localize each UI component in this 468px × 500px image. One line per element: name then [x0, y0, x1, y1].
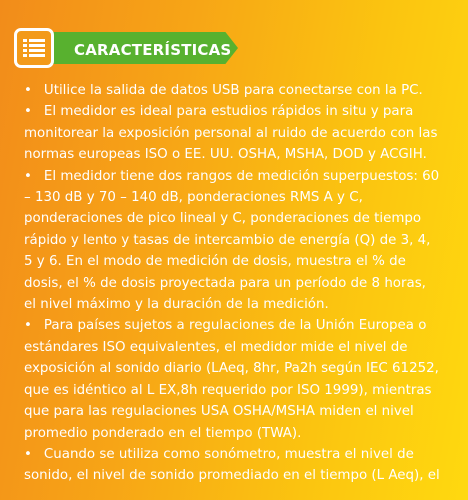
list-item-text: Utilice la salida de datos USB para conectarse con la PC. [43, 83, 423, 98]
list-item [24, 166, 440, 316]
bullet-symbol: • [24, 446, 32, 462]
bullet-symbol: • [24, 83, 32, 98]
list-item [24, 444, 440, 487]
bullet-symbol: • [24, 104, 32, 120]
list-item [24, 101, 440, 165]
list-icon [14, 28, 54, 68]
list-item [24, 315, 440, 443]
section-header [0, 28, 468, 68]
list-item-text: Cuando se utiliza como sonómetro, muestra el nivel de sonido, el nivel de sonido promediado en el tiempo (L Aeq), el [24, 446, 440, 484]
section-title: CARACTERÍSTICAS [74, 41, 232, 59]
bullet-symbol: • [24, 318, 32, 334]
bullet-symbol: • [24, 168, 32, 184]
list-item [24, 80, 440, 101]
features-list [24, 80, 440, 487]
list-item-text: El medidor es ideal para estudios rápidos in situ y para monitorear la exposición personal al ruido de acuerdo con las normas europeas ISO o EE. UU. OSHA, MSHA, DOD y ACGIH. [24, 104, 438, 163]
list-item-text: Para países sujetos a regulaciones de la Unión Europea o estándares ISO equivalentes, el medidor mide el nivel de exposición al sonido diario (LAeq, 8hr, Pa2h según IEC 61252, que es idéntico al L EX,8h requerido por ISO 1999), mientras que para las regulaciones USA OSHA/MSHA miden el nivel promedio ponderado en el tiempo (TWA). [24, 318, 439, 441]
list-item-text: El medidor tiene dos rangos de medición superpuestos: 60 – 130 dB y 70 – 140 dB, ponderaciones RMS A y C, ponderaciones de pico lineal y C, ponderaciones de tiempo rápido y lento y tasas de intercambio de energía (Q) de 3, 4, 5 y 6. En el modo de medición de dosis, muestra el % de dosis, el % de dosis proyectada para un período de 8 horas, el nivel máximo y la duración de la medición. [24, 168, 440, 313]
